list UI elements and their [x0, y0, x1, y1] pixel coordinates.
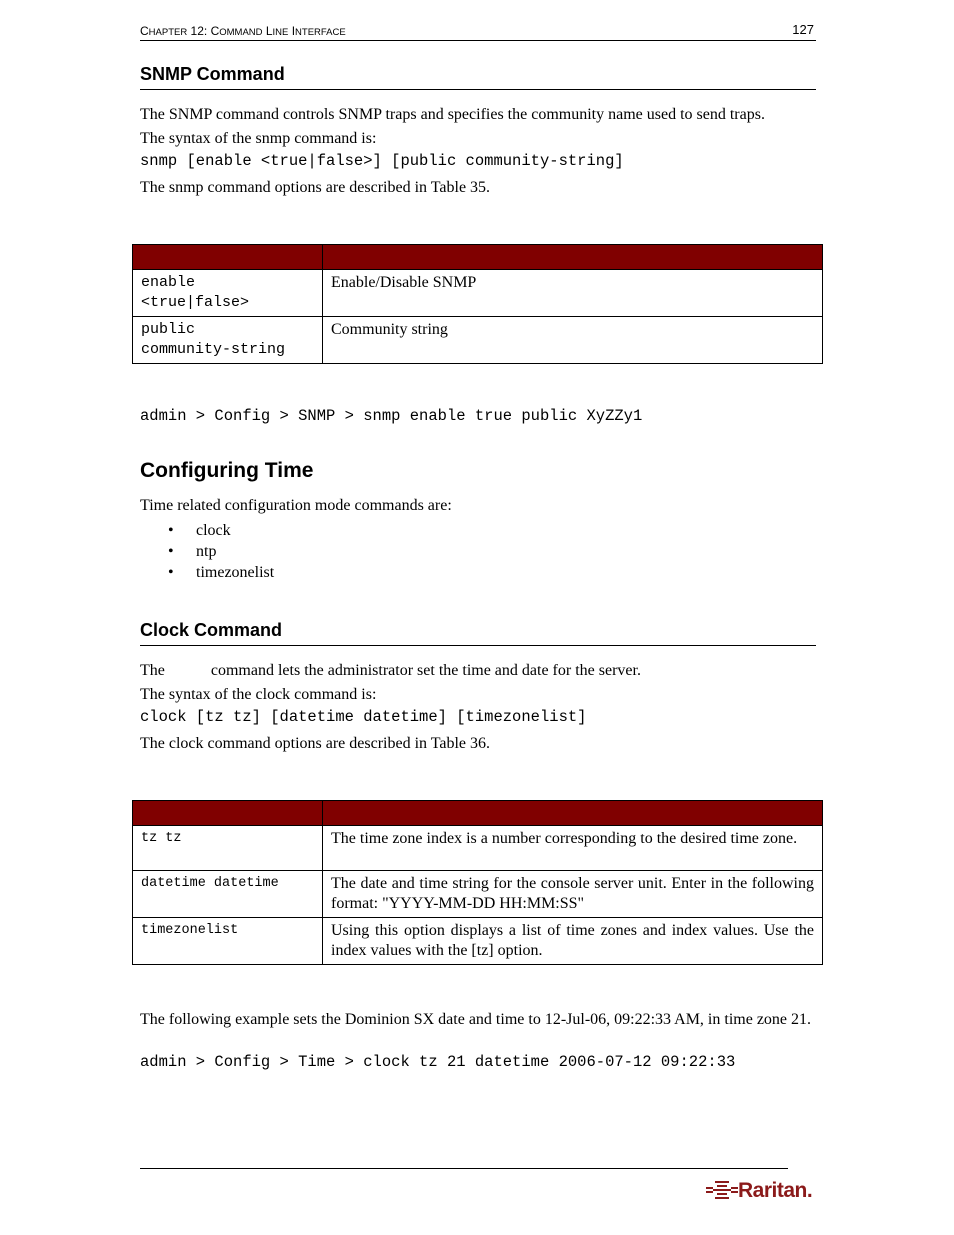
- time-intro: Time related configuration mode commands are:: [140, 497, 452, 514]
- option-cell: public community-string: [133, 317, 323, 364]
- clock-intro: The command lets the administrator set the time and date for the server.: [140, 662, 641, 679]
- description-cell: The time zone index is a number corresponding to the desired time zone.: [323, 826, 823, 871]
- list-item: • ntp: [168, 543, 217, 560]
- table-row: [133, 918, 823, 965]
- snmp-options-table: [132, 244, 823, 364]
- table-row: [133, 317, 823, 364]
- bullet-icon: •: [168, 564, 174, 581]
- clock-command-heading: Clock Command: [140, 620, 816, 646]
- clock-syntax: clock [tz tz] [datetime datetime] [timezonelist]: [140, 708, 587, 726]
- snmp-example: admin > Config > SNMP > snmp enable true public XyZZy1: [140, 407, 643, 425]
- page-number: 127: [792, 22, 814, 37]
- description-cell: Using this option displays a list of time zones and index values. Use the index values with the [tz] option.: [323, 918, 823, 965]
- table-header-cell: [133, 245, 323, 270]
- configuring-time-heading: Configuring Time: [140, 459, 314, 482]
- snmp-table-reference: The snmp command options are described in Table 35.: [140, 179, 491, 196]
- clock-table-reference: The clock command options are described in Table 36.: [140, 735, 491, 752]
- list-item: • clock: [168, 522, 231, 539]
- snmp-intro: The SNMP command controls SNMP traps and specifies the community name used to send traps.: [140, 106, 765, 123]
- chapter-title: CHAPTER 12: COMMAND LINE INTERFACE: [140, 24, 346, 38]
- clock-example: admin > Config > Time > clock tz 21 datetime 2006-07-12 09:22:33: [140, 1053, 736, 1071]
- option-cell: timezonelist: [133, 918, 323, 965]
- table-row: [133, 871, 823, 918]
- clock-example-description: The following example sets the Dominion SX date and time to 12-Jul-06, 09:22:33 AM, in time zone 21.: [140, 1011, 812, 1028]
- raritan-logo: [706, 1178, 812, 1204]
- bullet-icon: •: [168, 543, 174, 560]
- clock-options-table: [132, 800, 823, 965]
- option-cell: datetime datetime: [133, 871, 323, 918]
- footer-rule: [140, 1168, 788, 1169]
- running-header: [140, 22, 816, 41]
- clock-syntax-intro: The syntax of the clock command is:: [140, 686, 377, 703]
- table-header-cell: [133, 801, 323, 826]
- option-cell: enable <true|false>: [133, 270, 323, 317]
- table-header-cell: [323, 801, 823, 826]
- snmp-syntax: snmp [enable <true|false>] [public community-string]: [140, 152, 624, 170]
- snmp-command-heading: SNMP Command: [140, 64, 816, 90]
- snmp-syntax-intro: The syntax of the snmp command is:: [140, 130, 377, 147]
- table-header-row: [133, 245, 823, 270]
- option-cell: tz tz: [133, 826, 323, 871]
- table-header-cell: [323, 245, 823, 270]
- description-cell: The date and time string for the console server unit. Enter in the following format: "YYYY-MM-DD HH:MM:SS": [323, 871, 823, 918]
- time-command-list: [140, 520, 274, 583]
- table-header-row: [133, 801, 823, 826]
- raritan-logo-icon: [706, 1178, 738, 1204]
- description-cell: Community string: [323, 317, 823, 364]
- table-row: [133, 270, 823, 317]
- list-item: • timezonelist: [168, 564, 275, 581]
- raritan-logo-text: Raritan.: [738, 1179, 813, 1202]
- description-cell: Enable/Disable SNMP: [323, 270, 823, 317]
- bullet-icon: •: [168, 522, 174, 539]
- table-row: [133, 826, 823, 871]
